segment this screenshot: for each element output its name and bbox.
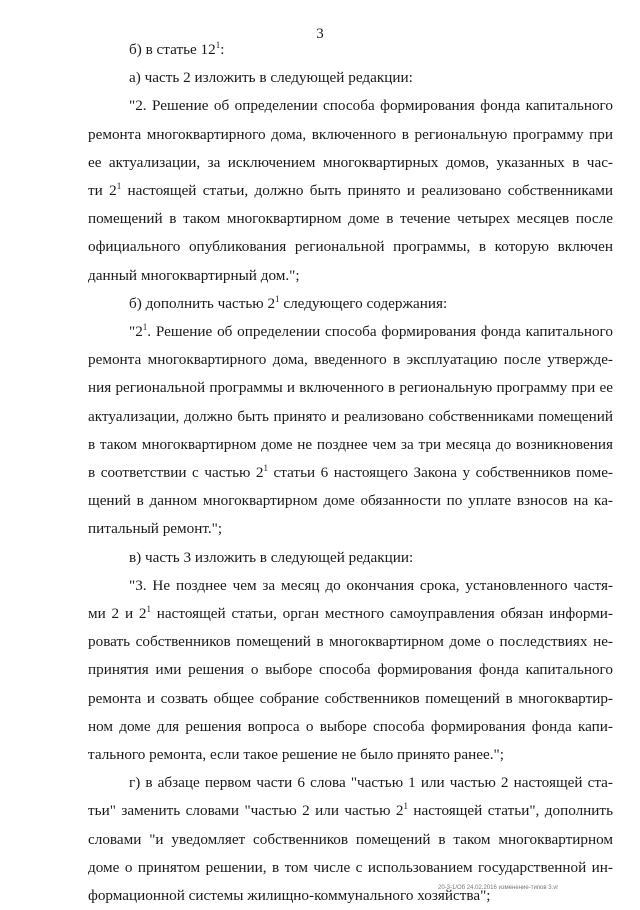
text-line: г) в абзаце первом части 6 слова "частью 1 или частью 2 настоящей ста-: [129, 774, 613, 792]
text-line: щений в данном многоквартирном доме обязанности по уплате взносов на ка-: [88, 492, 613, 510]
text-line: помещений в таком многоквартирном доме в течение четырех месяцев после: [88, 210, 613, 228]
text-line: в таком многоквартирном доме не позднее чем за три месяца до возникновения: [88, 435, 613, 453]
text-line: ми 2 и $2^1$ настоящей статьи, орган местного самоуправления обязан информи-: [88, 604, 613, 623]
text-line: б) в статье $12^1$:: [129, 40, 225, 58]
text-line: принятия ими решения о выборе способа формирования фонда капитального: [88, 661, 613, 679]
text-line: тьи" заменить словами "частью 2 или частью $2^1$ настоящей статьи", дополнить: [88, 801, 613, 820]
text-line: б) дополнить частью $2^1$ следующего содержания:: [129, 293, 448, 312]
text-line: в) часть 3 изложить в следующей редакции:: [129, 548, 414, 566]
text-line: ти $2^1$ настоящей статьи, должно быть принято и реализовано собственниками: [88, 181, 613, 200]
text-line: ее актуализации, за исключением многоквартирных домов, указанных в час-: [88, 153, 613, 171]
text-line: ровать собственников помещений в многоквартирном доме о последствиях не-: [88, 633, 613, 651]
document-body: [88, 36, 613, 910]
text-line: ремонта и созвать общее собрание собственников помещений в многоквартир-: [88, 689, 613, 707]
text-line: актуализации, должно быть принято и реализовано собственниками помещений: [88, 407, 613, 425]
text-line: доме о принятом решении, в том числе с использованием государственной ин-: [88, 858, 613, 876]
text-line: "3. Не позднее чем за месяц до окончания срока, установленного частя-: [129, 576, 613, 594]
text-line: ремонта многоквартирного дома, введенного в эксплуатацию после утвержде-: [88, 351, 613, 369]
text-line: ремонта многоквартирного дома, включенного в региональную программу при: [88, 125, 613, 143]
text-line: а) часть 2 изложить в следующей редакции:: [129, 69, 413, 87]
text-line: данный многоквартирный дом.";: [88, 266, 300, 284]
text-line: ния региональной программы и включенного в региональную программу при ее: [88, 379, 613, 397]
text-line: словами "и уведомляет собственников помещений в таком многоквартирном: [88, 830, 613, 848]
text-line: питальный ремонт.";: [88, 520, 223, 538]
text-line: формационной системы жилищно-коммунального хозяйства";: [88, 887, 491, 905]
text-line: тального ремонта, если такое решение не было принято ранее.";: [88, 746, 504, 764]
text-line: "$2^1$. Решение об определении способа формирования фонда капитального: [129, 322, 613, 341]
text-line: в соответствии с частью $2^1$ статьи 6 настоящего Закона у собственников поме-: [88, 463, 613, 482]
text-line: ном доме для решения вопроса о выборе способа формирования фонда капи-: [88, 717, 613, 735]
footer-file-reference: 20-3-1/Об 24.02.2016 изменение-типов 3.vr: [438, 885, 559, 891]
text-line: официального опубликования региональной программы, в которую включен: [88, 238, 613, 256]
text-line: "2. Решение об определении способа формирования фонда капитального: [129, 97, 613, 115]
page-number: 3: [316, 26, 324, 42]
